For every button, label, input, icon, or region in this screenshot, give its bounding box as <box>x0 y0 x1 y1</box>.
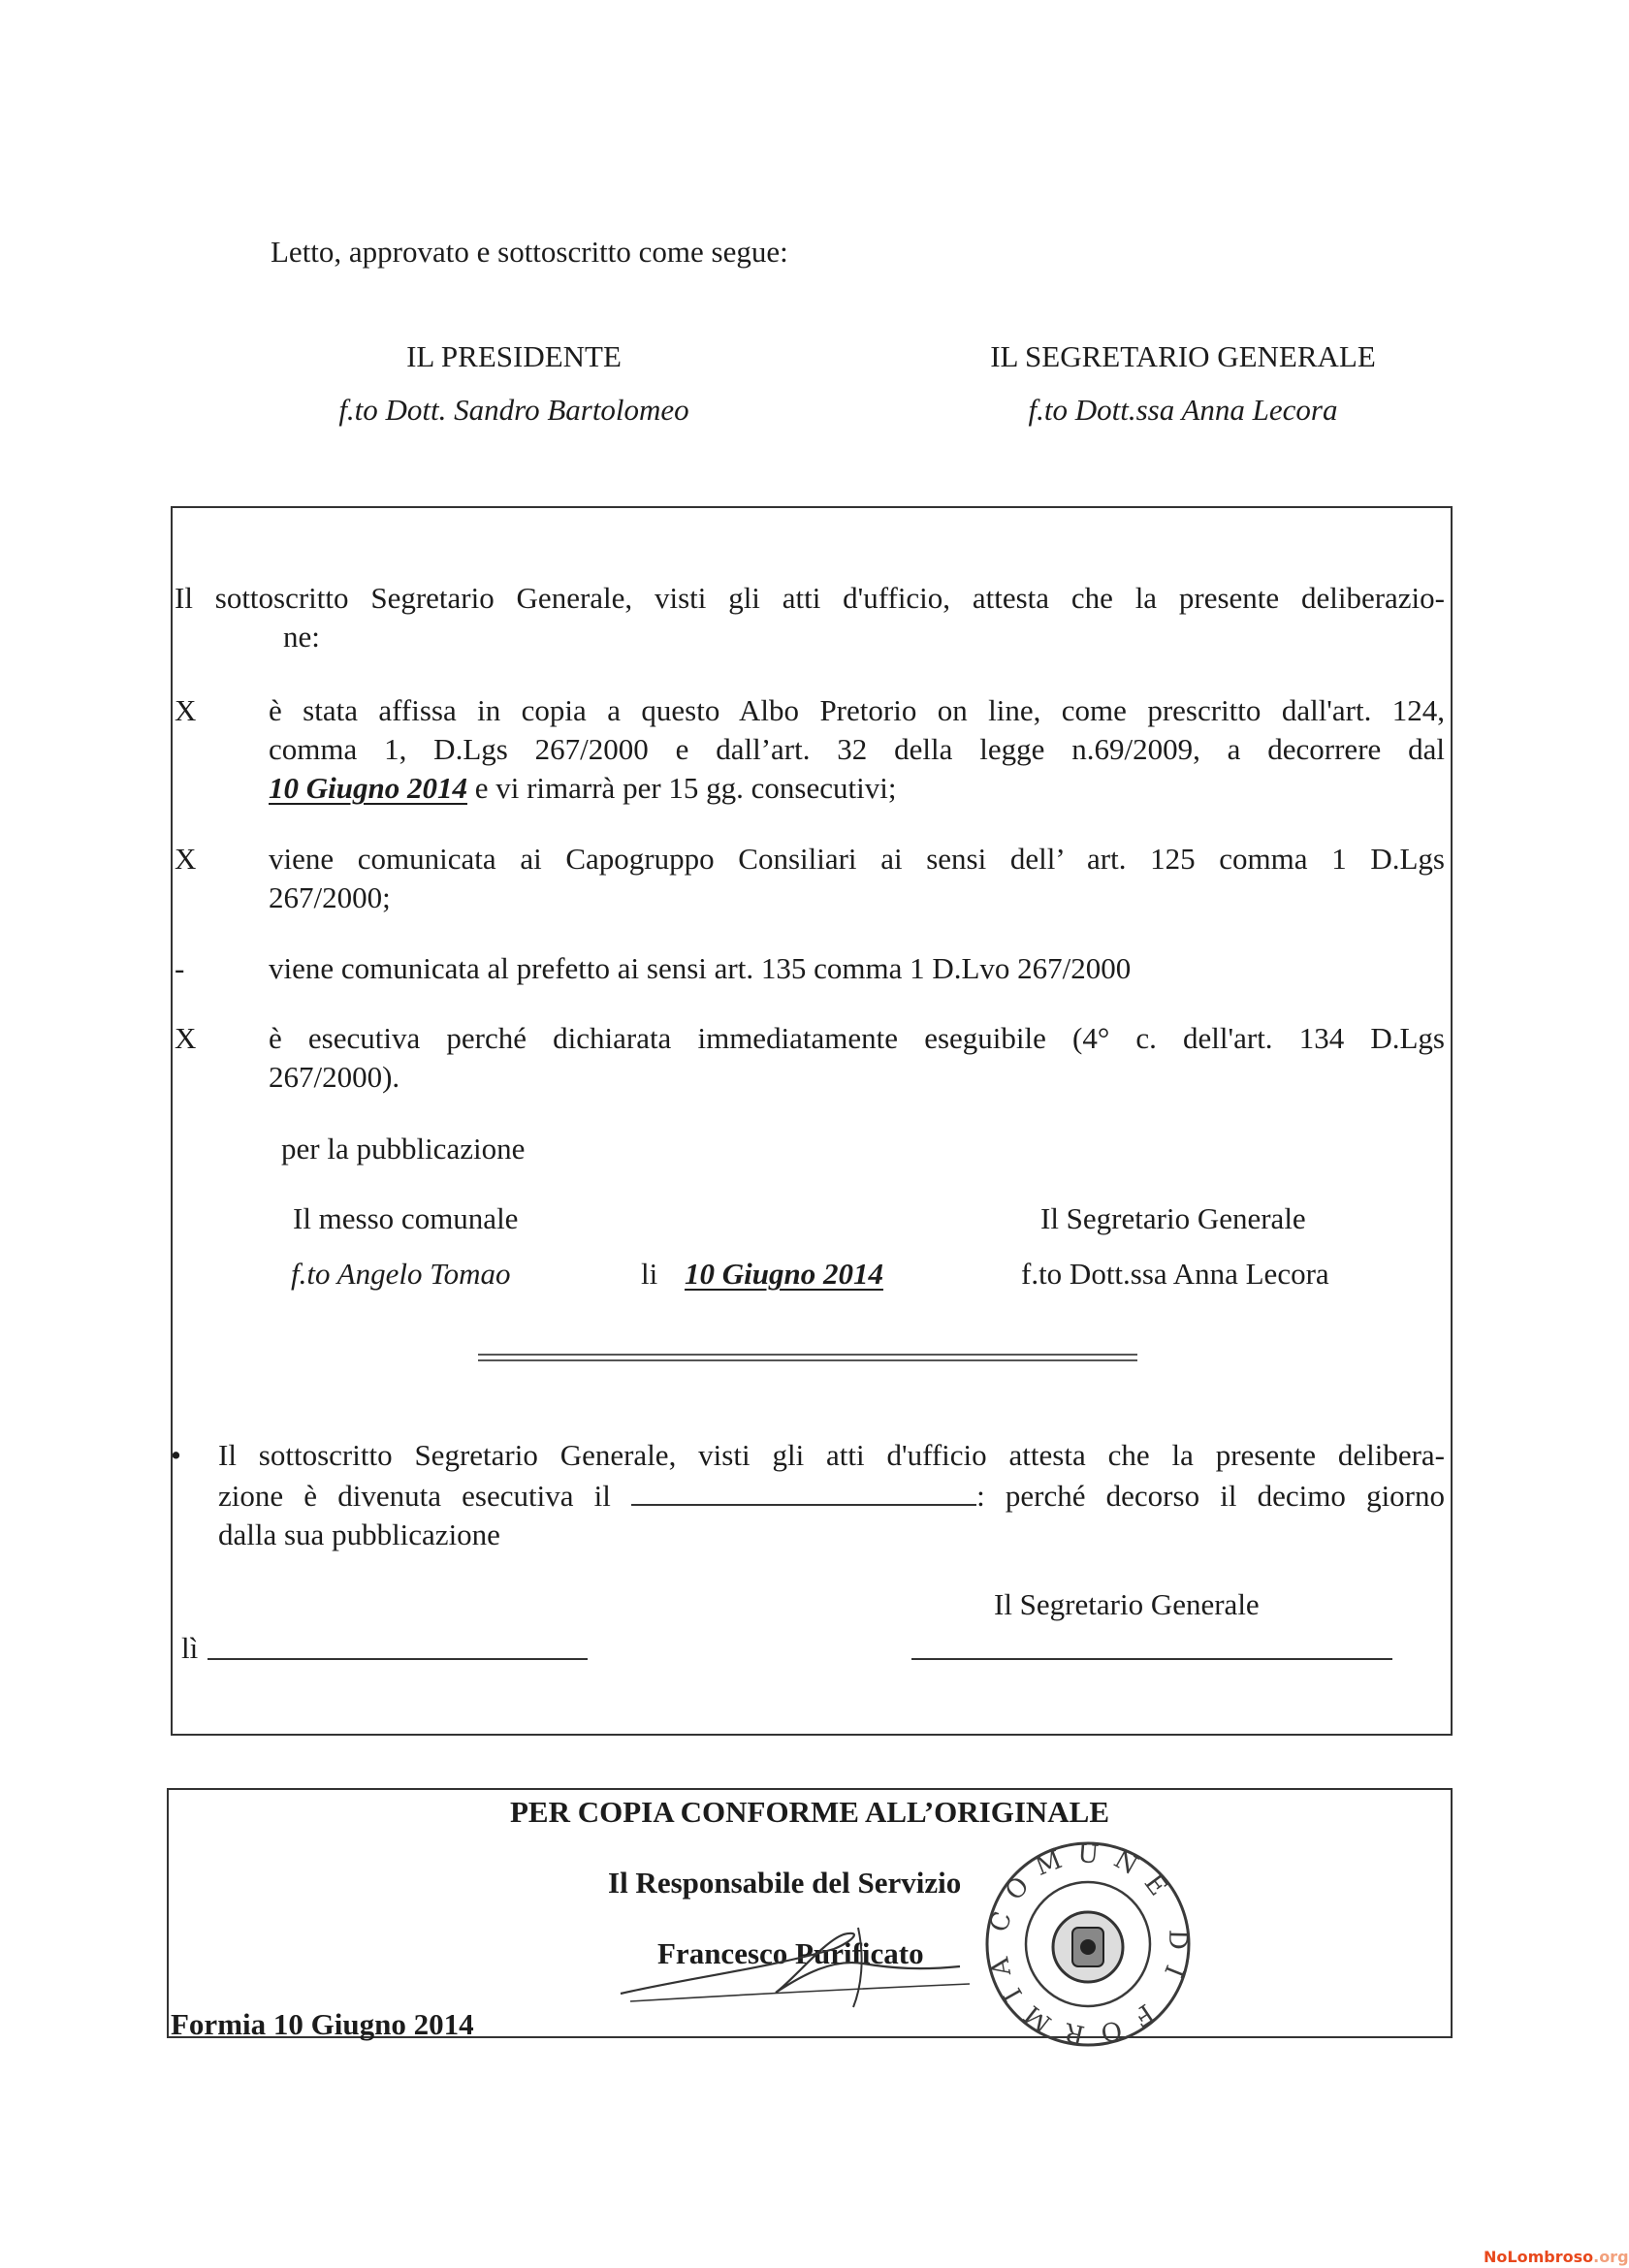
intro-text: Letto, approvato e sottoscritto come segue: <box>271 235 788 269</box>
place-date-blank <box>208 1658 588 1660</box>
attestation-date: 10 Giugno 2014 <box>685 1257 883 1291</box>
messenger-title: Il messo comunale <box>293 1201 519 1235</box>
copy-role: Il Responsabile del Servizio <box>608 1866 962 1900</box>
attestation-secretary-signature: f.to Dott.ssa Anna Lecora <box>1021 1257 1329 1291</box>
publication-date: 10 Giugno 2014 <box>269 771 467 805</box>
secretary-signature-blank <box>911 1658 1392 1660</box>
execution-secretary-title: Il Segretario Generale <box>994 1587 1260 1621</box>
attestation-item-prefetto: viene comunicata al prefetto ai sensi art. 135 comma 1 D.Lvo 267/2000 <box>269 951 1132 985</box>
execution-paragraph: Il sottoscritto Segretario Generale, visti gli atti d'ufficio attesta che la presente delibera- zione è divenuta esecutiva il : perché decorso il decimo giorno dalla sua pubblicazione <box>218 1438 1446 1551</box>
messenger-signature: f.to Angelo Tomao <box>291 1257 511 1291</box>
watermark: NoLombroso.org <box>1484 2248 1629 2266</box>
item-mark: X <box>175 693 197 727</box>
publication-label: per la pubblicazione <box>281 1132 526 1166</box>
date-prefix: li <box>641 1257 658 1291</box>
president-signature: f.to Dott. Sandro Bartolomeo <box>338 393 689 427</box>
stamp-text: COMUNE DI FORMIA <box>982 1838 1193 2050</box>
attestation-item-esecutiva: è esecutiva perché dichiarata immediatamente eseguibile (4° c. dell'art. 134 D.Lgs 267/2000). <box>269 1021 1445 1094</box>
execution-date-blank <box>631 1475 976 1506</box>
attestation-item-capogruppo: viene comunicata ai Capogruppo Consiliari ai sensi dell’ art. 125 comma 1 D.Lgs 267/2000; <box>269 842 1445 914</box>
attestation-item-affissione: è stata affissa in copia a questo Albo Pretorio on line, come prescritto dall'art. 124, comma 1, D.Lgs 267/2000 e dall’art. 32 della legge n.69/2009, a decorrere dal 10 Giugno 2014 e vi rimarrà per 15 gg. consecutivi; <box>269 693 1445 805</box>
secretary-title: IL SEGRETARIO GENERALE <box>990 339 1376 373</box>
handwritten-signature <box>611 1901 979 2017</box>
item-mark: - <box>175 951 185 985</box>
copy-title: PER COPIA CONFORME ALL’ORIGINALE <box>509 1795 1110 1829</box>
municipal-stamp <box>981 1823 1195 2065</box>
item-mark: X <box>175 1021 197 1055</box>
attestation-intro: Il sottoscritto Segretario Generale, visti gli atti d'ufficio, attesta che la presente deliberazio- ne: <box>175 581 1445 654</box>
place-prefix: lì <box>181 1631 199 1665</box>
separator <box>478 1354 1137 1363</box>
attestation-secretary-title: Il Segretario Generale <box>1040 1201 1306 1235</box>
copy-place-date: Formia 10 Giugno 2014 <box>171 2007 474 2041</box>
item-mark: X <box>175 842 197 876</box>
secretary-signature: f.to Dott.ssa Anna Lecora <box>1028 393 1338 427</box>
bullet: • <box>171 1438 181 1472</box>
president-title: IL PRESIDENTE <box>406 339 622 373</box>
copy-name: Francesco Purificato <box>657 1936 924 1970</box>
